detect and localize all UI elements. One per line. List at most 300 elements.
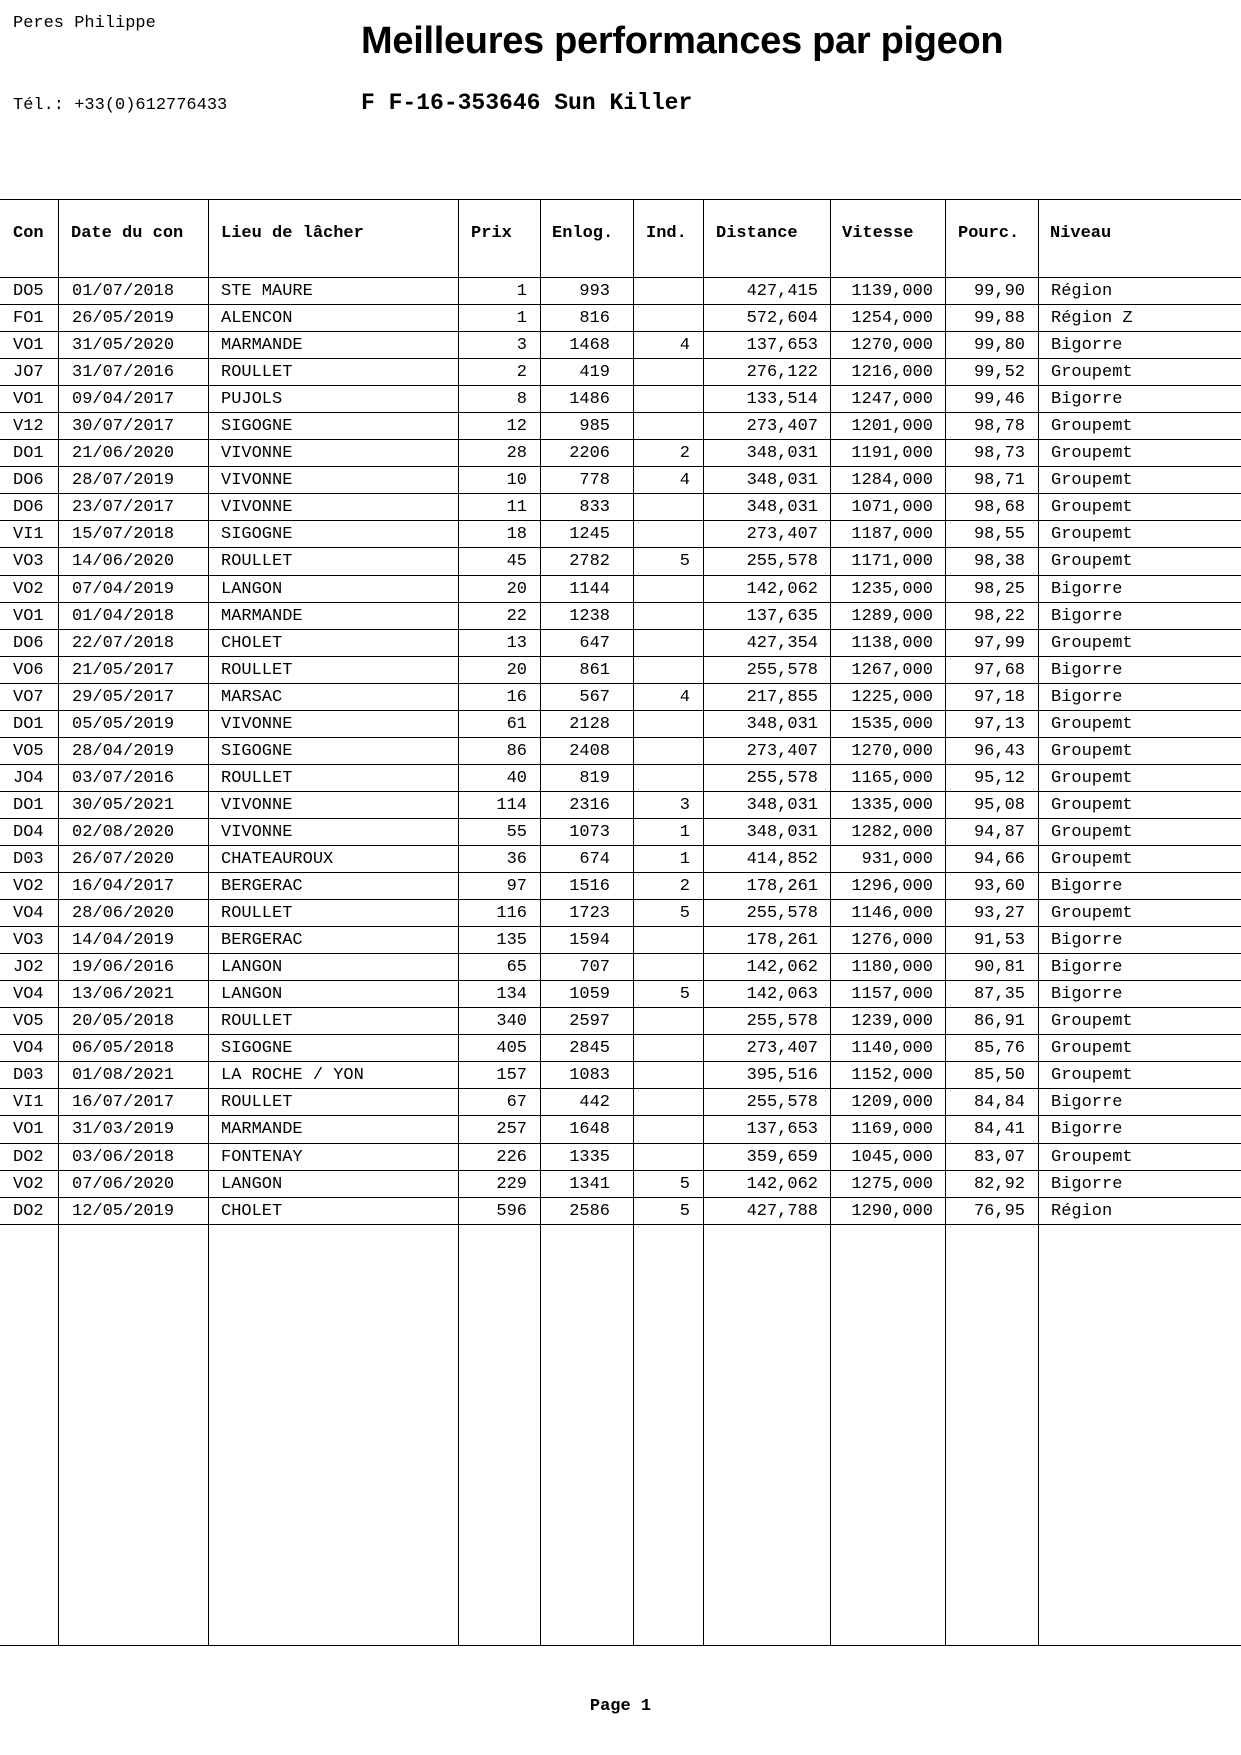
cell-vitesse: 1140,000 bbox=[851, 1039, 933, 1059]
cell-ind: 2 bbox=[679, 877, 690, 897]
cell-enlog: 2316 bbox=[569, 795, 610, 815]
cell-date: 21/05/2017 bbox=[72, 660, 175, 680]
cell-vitesse: 1169,000 bbox=[851, 1120, 933, 1140]
cell-vitesse: 1275,000 bbox=[851, 1174, 933, 1194]
cell-con: VO2 bbox=[13, 1174, 44, 1194]
cell-vitesse: 1165,000 bbox=[851, 768, 933, 788]
cell-enlog: 2408 bbox=[569, 741, 610, 761]
cell-distance: 276,122 bbox=[746, 363, 818, 383]
cell-distance: 255,578 bbox=[746, 660, 818, 680]
cell-distance: 137,653 bbox=[746, 1120, 818, 1140]
cell-prix: 226 bbox=[496, 1147, 527, 1167]
cell-niveau: Groupemt bbox=[1051, 904, 1133, 924]
cell-con: DO4 bbox=[13, 822, 44, 842]
cell-niveau: Bigorre bbox=[1051, 985, 1123, 1005]
column-header-ind: Ind. bbox=[646, 224, 687, 243]
cell-niveau: Groupemt bbox=[1051, 552, 1133, 572]
cell-niveau: Bigorre bbox=[1051, 660, 1123, 680]
cell-con: JO4 bbox=[13, 768, 44, 788]
cell-ind: 5 bbox=[679, 985, 690, 1005]
cell-vitesse: 1201,000 bbox=[851, 417, 933, 437]
cell-date: 03/07/2016 bbox=[72, 768, 175, 788]
cell-con: FO1 bbox=[13, 309, 44, 329]
cell-prix: 116 bbox=[496, 904, 527, 924]
cell-date: 31/05/2020 bbox=[72, 336, 175, 356]
cell-prix: 11 bbox=[506, 498, 527, 518]
cell-distance: 427,354 bbox=[746, 633, 818, 653]
cell-prix: 36 bbox=[506, 849, 527, 869]
cell-enlog: 1144 bbox=[569, 579, 610, 599]
cell-niveau: Bigorre bbox=[1051, 606, 1123, 626]
cell-lieu: ROULLET bbox=[221, 660, 293, 680]
cell-ind: 4 bbox=[679, 687, 690, 707]
cell-date: 30/05/2021 bbox=[72, 795, 175, 815]
cell-pourc: 82,92 bbox=[973, 1174, 1025, 1194]
cell-distance: 348,031 bbox=[746, 822, 818, 842]
table-row bbox=[0, 765, 1241, 792]
table-row bbox=[0, 819, 1241, 846]
cell-con: DO2 bbox=[13, 1147, 44, 1167]
cell-vitesse: 1535,000 bbox=[851, 714, 933, 734]
cell-con: VO1 bbox=[13, 336, 44, 356]
column-header-con: Con bbox=[13, 224, 44, 243]
cell-con: JO7 bbox=[13, 363, 44, 383]
cell-ind: 5 bbox=[679, 1174, 690, 1194]
table-row bbox=[0, 927, 1241, 954]
cell-niveau: Bigorre bbox=[1051, 687, 1123, 707]
cell-enlog: 1335 bbox=[569, 1147, 610, 1167]
cell-niveau: Groupemt bbox=[1051, 525, 1133, 545]
table-row bbox=[0, 1144, 1241, 1171]
cell-ind: 1 bbox=[679, 822, 690, 842]
cell-enlog: 861 bbox=[579, 660, 610, 680]
column-header-distance: Distance bbox=[716, 224, 798, 243]
cell-niveau: Groupemt bbox=[1051, 471, 1133, 491]
cell-vitesse: 1270,000 bbox=[851, 336, 933, 356]
cell-pourc: 91,53 bbox=[973, 931, 1025, 951]
cell-distance: 572,604 bbox=[746, 309, 818, 329]
cell-vitesse: 1289,000 bbox=[851, 606, 933, 626]
cell-prix: 55 bbox=[506, 822, 527, 842]
cell-date: 12/05/2019 bbox=[72, 1201, 175, 1221]
table-row bbox=[0, 332, 1241, 359]
table-row bbox=[0, 1116, 1241, 1143]
cell-prix: 13 bbox=[506, 633, 527, 653]
cell-distance: 348,031 bbox=[746, 714, 818, 734]
cell-con: VO6 bbox=[13, 660, 44, 680]
cell-distance: 137,635 bbox=[746, 606, 818, 626]
cell-lieu: LANGON bbox=[221, 1174, 283, 1194]
cell-con: VO2 bbox=[13, 579, 44, 599]
cell-prix: 86 bbox=[506, 741, 527, 761]
cell-ind: 1 bbox=[679, 849, 690, 869]
cell-con: VO1 bbox=[13, 1120, 44, 1140]
cell-prix: 28 bbox=[506, 444, 527, 464]
cell-lieu: CHOLET bbox=[221, 633, 283, 653]
cell-con: VO1 bbox=[13, 390, 44, 410]
cell-con: VI1 bbox=[13, 1093, 44, 1113]
cell-vitesse: 931,000 bbox=[861, 849, 933, 869]
cell-niveau: Groupemt bbox=[1051, 795, 1133, 815]
cell-prix: 229 bbox=[496, 1174, 527, 1194]
cell-con: VI1 bbox=[13, 525, 44, 545]
table-row bbox=[0, 792, 1241, 819]
cell-pourc: 94,66 bbox=[973, 849, 1025, 869]
cell-enlog: 2845 bbox=[569, 1039, 610, 1059]
cell-niveau: Région bbox=[1051, 1201, 1113, 1221]
cell-pourc: 95,12 bbox=[973, 768, 1025, 788]
cell-enlog: 2586 bbox=[569, 1201, 610, 1221]
cell-date: 14/06/2020 bbox=[72, 552, 175, 572]
cell-vitesse: 1138,000 bbox=[851, 633, 933, 653]
cell-lieu: VIVONNE bbox=[221, 822, 293, 842]
cell-vitesse: 1235,000 bbox=[851, 579, 933, 599]
cell-date: 28/04/2019 bbox=[72, 741, 175, 761]
column-header-vitesse: Vitesse bbox=[842, 224, 914, 243]
table-row bbox=[0, 900, 1241, 927]
cell-enlog: 1083 bbox=[569, 1066, 610, 1086]
cell-con: VO1 bbox=[13, 606, 44, 626]
cell-niveau: Groupemt bbox=[1051, 1066, 1133, 1086]
cell-prix: 2 bbox=[516, 363, 527, 383]
cell-pourc: 98,71 bbox=[973, 471, 1025, 491]
cell-enlog: 567 bbox=[579, 687, 610, 707]
cell-enlog: 442 bbox=[579, 1093, 610, 1113]
cell-niveau: Groupemt bbox=[1051, 1012, 1133, 1032]
cell-ind: 2 bbox=[679, 444, 690, 464]
cell-con: DO6 bbox=[13, 633, 44, 653]
table-row bbox=[0, 521, 1241, 548]
cell-enlog: 419 bbox=[579, 363, 610, 383]
cell-niveau: Groupemt bbox=[1051, 822, 1133, 842]
cell-lieu: ROULLET bbox=[221, 904, 293, 924]
cell-pourc: 97,18 bbox=[973, 687, 1025, 707]
cell-niveau: Bigorre bbox=[1051, 958, 1123, 978]
cell-con: V12 bbox=[13, 417, 44, 437]
cell-vitesse: 1216,000 bbox=[851, 363, 933, 383]
cell-vitesse: 1157,000 bbox=[851, 985, 933, 1005]
cell-date: 31/07/2016 bbox=[72, 363, 175, 383]
cell-distance: 273,407 bbox=[746, 741, 818, 761]
cell-prix: 18 bbox=[506, 525, 527, 545]
table-row bbox=[0, 981, 1241, 1008]
cell-distance: 348,031 bbox=[746, 444, 818, 464]
cell-prix: 405 bbox=[496, 1039, 527, 1059]
cell-lieu: VIVONNE bbox=[221, 714, 293, 734]
cell-distance: 348,031 bbox=[746, 795, 818, 815]
cell-distance: 359,659 bbox=[746, 1147, 818, 1167]
cell-enlog: 816 bbox=[579, 309, 610, 329]
cell-con: VO2 bbox=[13, 877, 44, 897]
cell-con: VO4 bbox=[13, 985, 44, 1005]
cell-niveau: Bigorre bbox=[1051, 931, 1123, 951]
cell-pourc: 99,80 bbox=[973, 336, 1025, 356]
cell-date: 20/05/2018 bbox=[72, 1012, 175, 1032]
cell-niveau: Région bbox=[1051, 282, 1113, 301]
cell-lieu: STE MAURE bbox=[221, 282, 313, 301]
cell-niveau: Bigorre bbox=[1051, 1093, 1123, 1113]
cell-date: 01/04/2018 bbox=[72, 606, 175, 626]
cell-pourc: 83,07 bbox=[973, 1147, 1025, 1167]
cell-pourc: 98,68 bbox=[973, 498, 1025, 518]
cell-date: 01/08/2021 bbox=[72, 1066, 175, 1086]
cell-pourc: 97,68 bbox=[973, 660, 1025, 680]
cell-enlog: 778 bbox=[579, 471, 610, 491]
cell-lieu: SIGOGNE bbox=[221, 741, 293, 761]
cell-distance: 255,578 bbox=[746, 768, 818, 788]
column-header-lieu: Lieu de lâcher bbox=[221, 224, 364, 243]
cell-lieu: ROULLET bbox=[221, 363, 293, 383]
cell-lieu: SIGOGNE bbox=[221, 525, 293, 545]
cell-date: 31/03/2019 bbox=[72, 1120, 175, 1140]
cell-niveau: Région Z bbox=[1051, 309, 1133, 329]
cell-vitesse: 1139,000 bbox=[851, 282, 933, 301]
cell-pourc: 87,35 bbox=[973, 985, 1025, 1005]
cell-con: VO4 bbox=[13, 904, 44, 924]
cell-pourc: 85,50 bbox=[973, 1066, 1025, 1086]
cell-lieu: VIVONNE bbox=[221, 795, 293, 815]
table-header bbox=[0, 200, 1241, 278]
cell-prix: 97 bbox=[506, 877, 527, 897]
cell-date: 30/07/2017 bbox=[72, 417, 175, 437]
cell-prix: 340 bbox=[496, 1012, 527, 1032]
cell-lieu: ROULLET bbox=[221, 1093, 293, 1113]
document-title: Meilleures performances par pigeon bbox=[361, 20, 1004, 62]
cell-pourc: 93,60 bbox=[973, 877, 1025, 897]
cell-prix: 67 bbox=[506, 1093, 527, 1113]
cell-pourc: 85,76 bbox=[973, 1039, 1025, 1059]
cell-lieu: SIGOGNE bbox=[221, 1039, 293, 1059]
table-row bbox=[0, 413, 1241, 440]
cell-prix: 20 bbox=[506, 660, 527, 680]
cell-pourc: 90,81 bbox=[973, 958, 1025, 978]
table-row bbox=[0, 548, 1241, 575]
cell-vitesse: 1045,000 bbox=[851, 1147, 933, 1167]
cell-vitesse: 1296,000 bbox=[851, 877, 933, 897]
cell-lieu: VIVONNE bbox=[221, 498, 293, 518]
cell-lieu: VIVONNE bbox=[221, 444, 293, 464]
cell-lieu: PUJOLS bbox=[221, 390, 283, 410]
cell-date: 21/06/2020 bbox=[72, 444, 175, 464]
cell-distance: 348,031 bbox=[746, 498, 818, 518]
table-row bbox=[0, 576, 1241, 603]
cell-niveau: Bigorre bbox=[1051, 336, 1123, 356]
cell-lieu: MARMANDE bbox=[221, 336, 303, 356]
cell-enlog: 819 bbox=[579, 768, 610, 788]
cell-distance: 133,514 bbox=[746, 390, 818, 410]
table-row bbox=[0, 1198, 1241, 1225]
cell-pourc: 99,90 bbox=[973, 282, 1025, 301]
cell-date: 16/07/2017 bbox=[72, 1093, 175, 1113]
table-row bbox=[0, 711, 1241, 738]
cell-prix: 1 bbox=[516, 309, 527, 329]
cell-ind: 5 bbox=[679, 552, 690, 572]
column-header-niveau: Niveau bbox=[1050, 224, 1112, 243]
cell-prix: 114 bbox=[496, 795, 527, 815]
table-row bbox=[0, 467, 1241, 494]
cell-lieu: CHOLET bbox=[221, 1201, 283, 1221]
cell-date: 28/06/2020 bbox=[72, 904, 175, 924]
cell-vitesse: 1267,000 bbox=[851, 660, 933, 680]
cell-ind: 5 bbox=[679, 1201, 690, 1221]
cell-niveau: Groupemt bbox=[1051, 498, 1133, 518]
cell-distance: 142,062 bbox=[746, 958, 818, 978]
cell-date: 03/06/2018 bbox=[72, 1147, 175, 1167]
cell-pourc: 93,27 bbox=[973, 904, 1025, 924]
cell-date: 28/07/2019 bbox=[72, 471, 175, 491]
cell-date: 07/04/2019 bbox=[72, 579, 175, 599]
cell-date: 01/07/2018 bbox=[72, 282, 175, 301]
cell-vitesse: 1276,000 bbox=[851, 931, 933, 951]
cell-pourc: 84,84 bbox=[973, 1093, 1025, 1113]
cell-pourc: 94,87 bbox=[973, 822, 1025, 842]
cell-prix: 22 bbox=[506, 606, 527, 626]
cell-pourc: 98,22 bbox=[973, 606, 1025, 626]
cell-niveau: Groupemt bbox=[1051, 444, 1133, 464]
table-body bbox=[0, 278, 1241, 1225]
cell-date: 09/04/2017 bbox=[72, 390, 175, 410]
cell-distance: 142,062 bbox=[746, 1174, 818, 1194]
cell-date: 23/07/2017 bbox=[72, 498, 175, 518]
cell-distance: 273,407 bbox=[746, 417, 818, 437]
cell-con: VO5 bbox=[13, 741, 44, 761]
cell-distance: 255,578 bbox=[746, 1012, 818, 1032]
cell-vitesse: 1180,000 bbox=[851, 958, 933, 978]
cell-enlog: 1468 bbox=[569, 336, 610, 356]
cell-pourc: 98,73 bbox=[973, 444, 1025, 464]
column-header-prix: Prix bbox=[471, 224, 512, 243]
cell-con: VO7 bbox=[13, 687, 44, 707]
cell-lieu: LA ROCHE / YON bbox=[221, 1066, 364, 1086]
cell-pourc: 97,99 bbox=[973, 633, 1025, 653]
cell-date: 02/08/2020 bbox=[72, 822, 175, 842]
cell-lieu: BERGERAC bbox=[221, 931, 303, 951]
cell-date: 13/06/2021 bbox=[72, 985, 175, 1005]
column-header-pourc: Pourc. bbox=[958, 224, 1020, 243]
table-row bbox=[0, 1171, 1241, 1198]
cell-niveau: Groupemt bbox=[1051, 714, 1133, 734]
cell-niveau: Groupemt bbox=[1051, 633, 1133, 653]
table-row bbox=[0, 873, 1241, 900]
cell-vitesse: 1171,000 bbox=[851, 552, 933, 572]
cell-date: 29/05/2017 bbox=[72, 687, 175, 707]
table-row bbox=[0, 603, 1241, 630]
pigeon-identifier: F F-16-353646 Sun Killer bbox=[361, 90, 693, 116]
owner-name: Peres Philippe bbox=[13, 14, 156, 33]
cell-distance: 142,062 bbox=[746, 579, 818, 599]
table-row bbox=[0, 738, 1241, 765]
cell-distance: 273,407 bbox=[746, 525, 818, 545]
cell-niveau: Groupemt bbox=[1051, 363, 1133, 383]
cell-con: VO4 bbox=[13, 1039, 44, 1059]
cell-prix: 45 bbox=[506, 552, 527, 572]
cell-con: D03 bbox=[13, 1066, 44, 1086]
cell-distance: 142,063 bbox=[746, 985, 818, 1005]
cell-date: 05/05/2019 bbox=[72, 714, 175, 734]
cell-enlog: 1486 bbox=[569, 390, 610, 410]
cell-distance: 255,578 bbox=[746, 904, 818, 924]
cell-vitesse: 1290,000 bbox=[851, 1201, 933, 1221]
cell-niveau: Groupemt bbox=[1051, 1039, 1133, 1059]
cell-enlog: 1594 bbox=[569, 931, 610, 951]
cell-date: 19/06/2016 bbox=[72, 958, 175, 978]
cell-con: DO6 bbox=[13, 471, 44, 491]
cell-vitesse: 1239,000 bbox=[851, 1012, 933, 1032]
table-row bbox=[0, 359, 1241, 386]
cell-lieu: BERGERAC bbox=[221, 877, 303, 897]
cell-prix: 3 bbox=[516, 336, 527, 356]
cell-prix: 8 bbox=[516, 390, 527, 410]
cell-pourc: 98,55 bbox=[973, 525, 1025, 545]
cell-prix: 40 bbox=[506, 768, 527, 788]
cell-enlog: 1073 bbox=[569, 822, 610, 842]
table-row bbox=[0, 1089, 1241, 1116]
cell-lieu: SIGOGNE bbox=[221, 417, 293, 437]
cell-lieu: ROULLET bbox=[221, 552, 293, 572]
cell-prix: 61 bbox=[506, 714, 527, 734]
table-row bbox=[0, 1008, 1241, 1035]
table-row bbox=[0, 846, 1241, 873]
cell-pourc: 76,95 bbox=[973, 1201, 1025, 1221]
cell-prix: 135 bbox=[496, 931, 527, 951]
cell-pourc: 98,38 bbox=[973, 552, 1025, 572]
cell-prix: 20 bbox=[506, 579, 527, 599]
cell-lieu: CHATEAUROUX bbox=[221, 849, 334, 869]
cell-enlog: 2128 bbox=[569, 714, 610, 734]
cell-con: VO3 bbox=[13, 931, 44, 951]
cell-vitesse: 1282,000 bbox=[851, 822, 933, 842]
cell-distance: 273,407 bbox=[746, 1039, 818, 1059]
cell-con: DO1 bbox=[13, 714, 44, 734]
cell-distance: 178,261 bbox=[746, 931, 818, 951]
cell-vitesse: 1270,000 bbox=[851, 741, 933, 761]
cell-lieu: VIVONNE bbox=[221, 471, 293, 491]
cell-con: VO5 bbox=[13, 1012, 44, 1032]
cell-prix: 16 bbox=[506, 687, 527, 707]
cell-lieu: MARSAC bbox=[221, 687, 283, 707]
cell-date: 07/06/2020 bbox=[72, 1174, 175, 1194]
cell-distance: 348,031 bbox=[746, 471, 818, 491]
cell-prix: 10 bbox=[506, 471, 527, 491]
cell-vitesse: 1335,000 bbox=[851, 795, 933, 815]
cell-niveau: Bigorre bbox=[1051, 579, 1123, 599]
cell-prix: 596 bbox=[496, 1201, 527, 1221]
performance-table bbox=[0, 199, 1241, 1646]
cell-lieu: ROULLET bbox=[221, 1012, 293, 1032]
cell-distance: 137,653 bbox=[746, 336, 818, 356]
page-number: Page 1 bbox=[589, 1697, 652, 1716]
cell-vitesse: 1146,000 bbox=[851, 904, 933, 924]
cell-pourc: 98,25 bbox=[973, 579, 1025, 599]
table-row bbox=[0, 494, 1241, 521]
cell-niveau: Groupemt bbox=[1051, 741, 1133, 761]
cell-con: DO6 bbox=[13, 498, 44, 518]
cell-lieu: LANGON bbox=[221, 985, 283, 1005]
table-row bbox=[0, 630, 1241, 657]
cell-vitesse: 1209,000 bbox=[851, 1093, 933, 1113]
cell-con: DO2 bbox=[13, 1201, 44, 1221]
cell-niveau: Groupemt bbox=[1051, 849, 1133, 869]
cell-distance: 255,578 bbox=[746, 552, 818, 572]
cell-enlog: 2206 bbox=[569, 444, 610, 464]
cell-enlog: 1238 bbox=[569, 606, 610, 626]
cell-lieu: ALENCON bbox=[221, 309, 293, 329]
cell-pourc: 96,43 bbox=[973, 741, 1025, 761]
cell-enlog: 1341 bbox=[569, 1174, 610, 1194]
cell-lieu: FONTENAY bbox=[221, 1147, 303, 1167]
cell-date: 26/07/2020 bbox=[72, 849, 175, 869]
cell-date: 22/07/2018 bbox=[72, 633, 175, 653]
